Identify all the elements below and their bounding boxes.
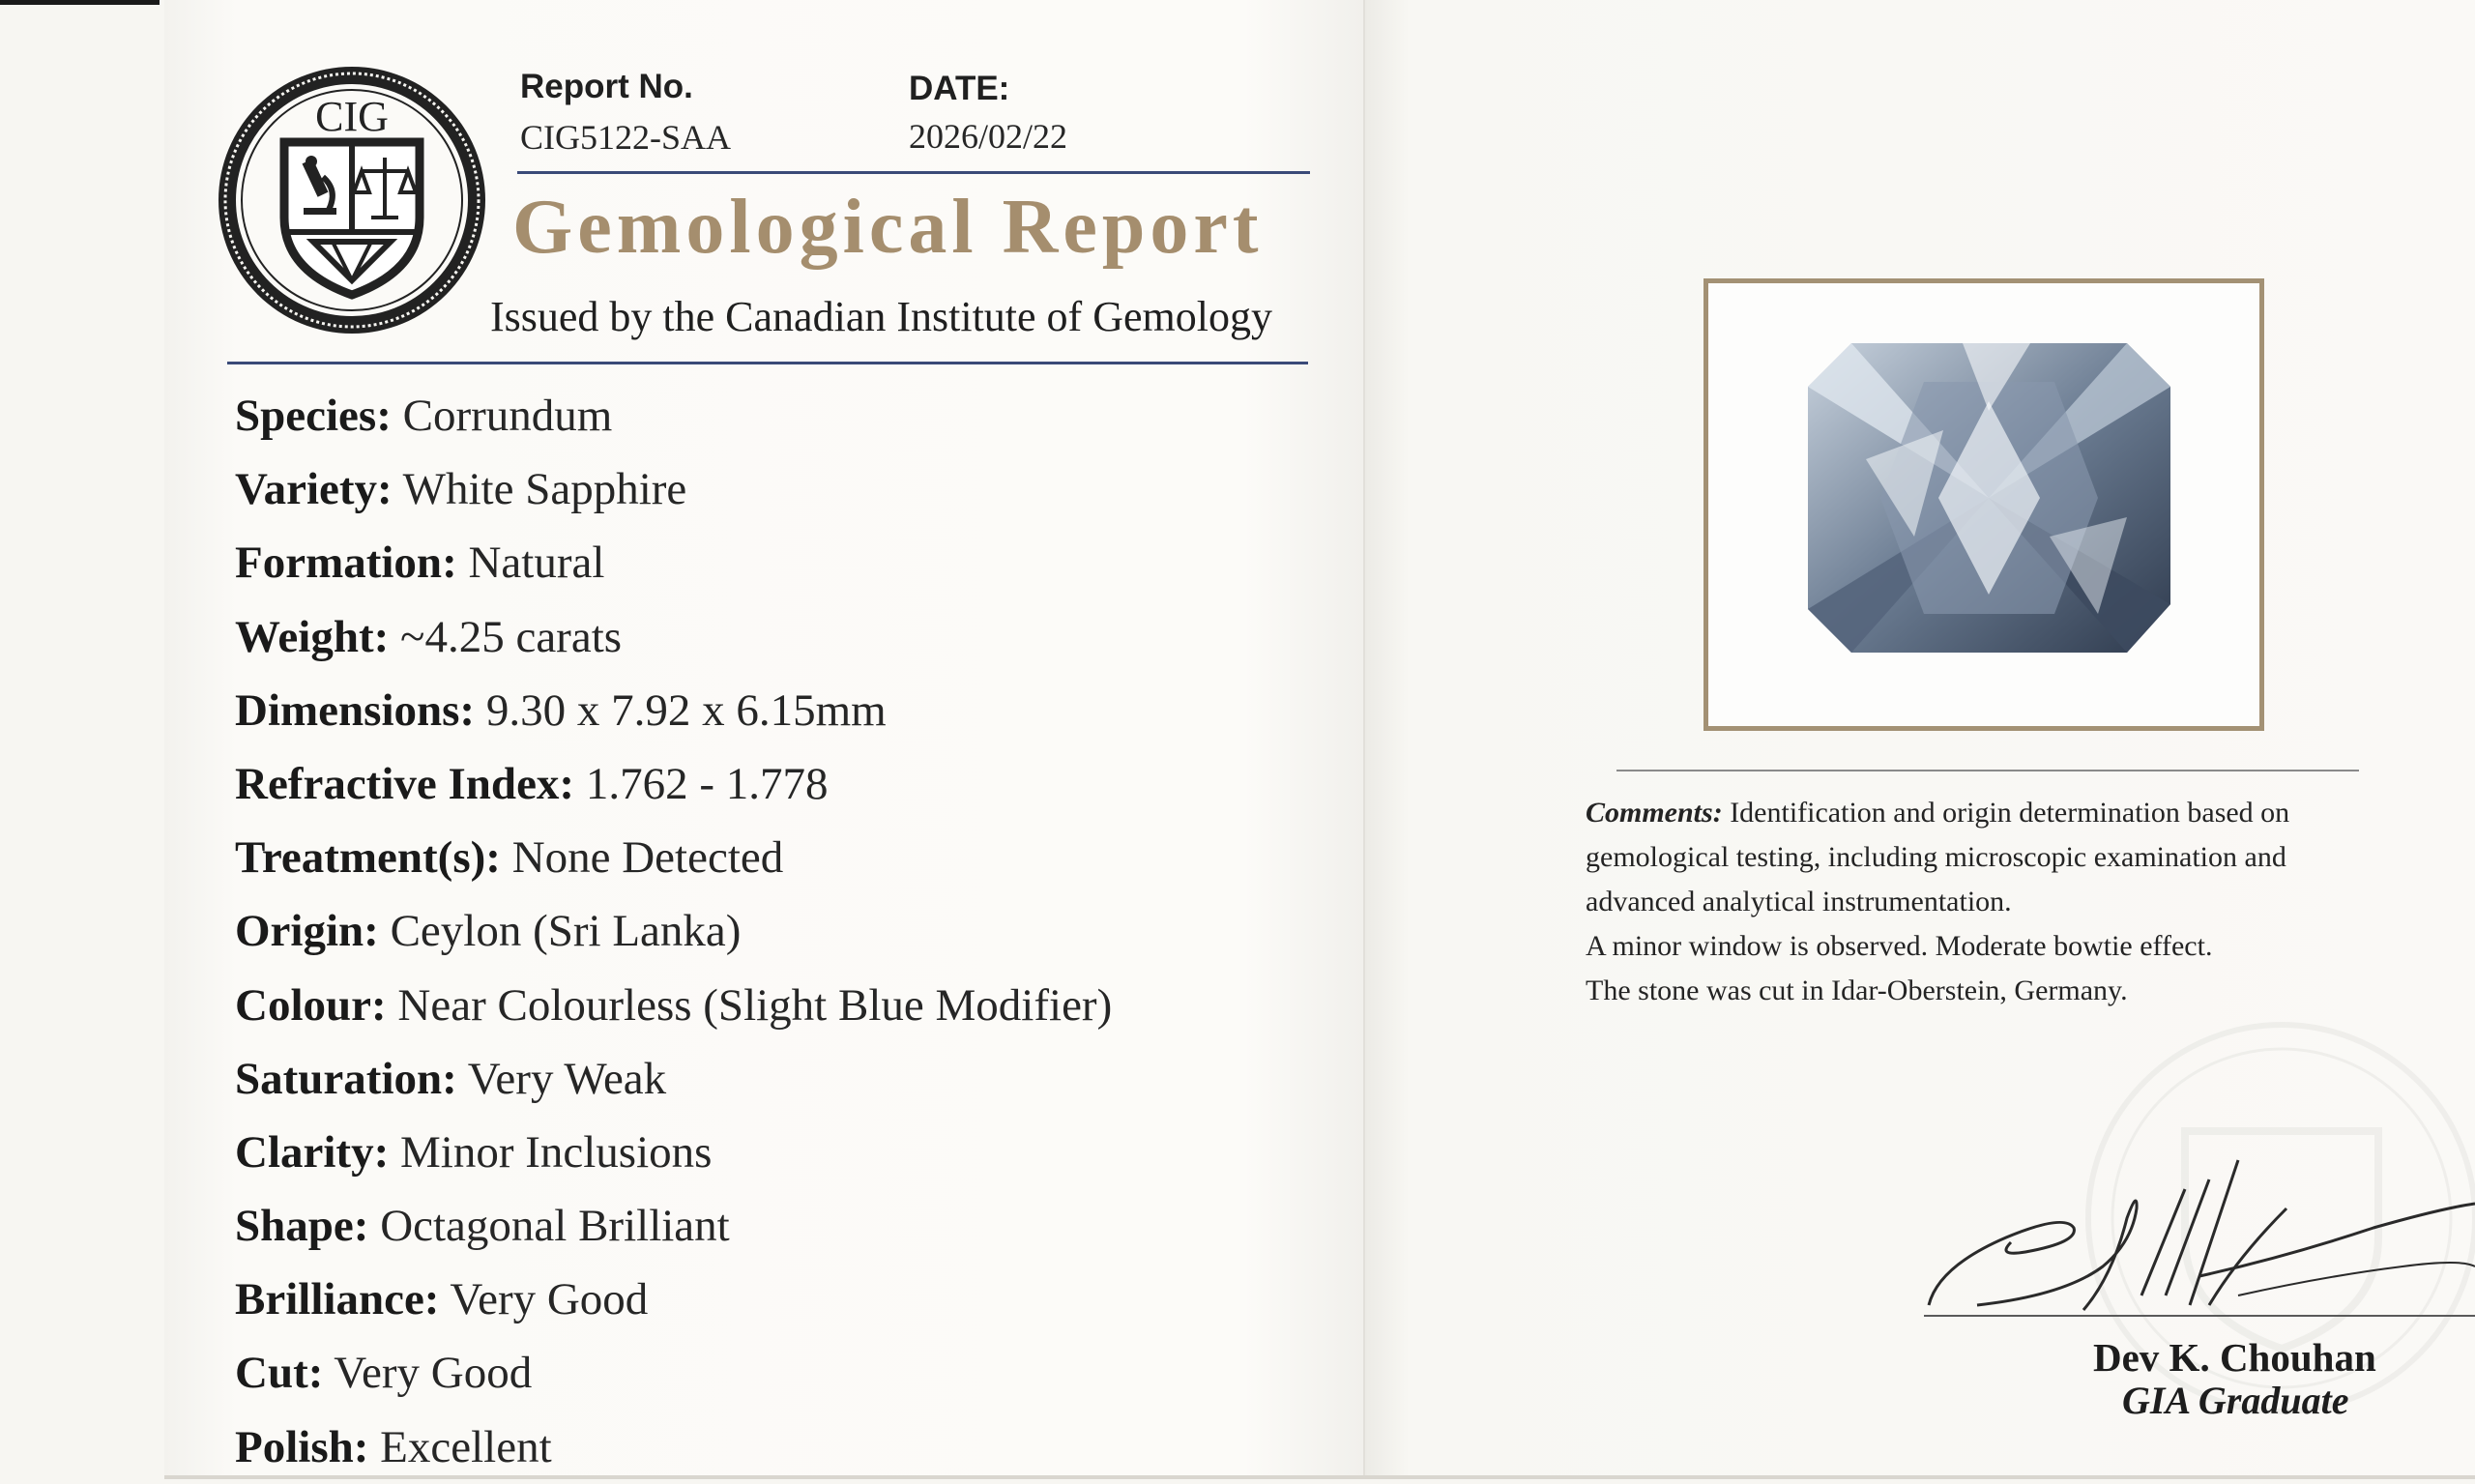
comments-line: advanced analytical instrumentation. [1586, 886, 2012, 917]
spec-species: Species: Corrundum [235, 391, 613, 441]
comments-line: The stone was cut in Idar-Oberstein, Germany. [1586, 975, 2128, 1006]
comments-line: Comments: Identification and origin determination based on [1586, 797, 2290, 829]
comments-block [1586, 791, 2359, 1013]
spec-treatments: Treatment(s): None Detected [235, 832, 784, 884]
spec-formation: Formation: Natural [235, 538, 605, 589]
spec-variety: Variety: White Sapphire [235, 464, 687, 515]
comments-line: gemological testing, including microscopic examination and [1586, 841, 2286, 873]
corner-tab [0, 0, 160, 5]
comments-label: Comments: [1586, 797, 1723, 829]
spec-saturation: Saturation: Very Weak [235, 1053, 667, 1104]
gemstone-image [1808, 343, 2170, 653]
stone-photo-frame [1703, 278, 2264, 731]
spec-cut: Cut: Very Good [235, 1348, 533, 1399]
comments-line: A minor window is observed. Moderate bowtie effect. [1586, 930, 2213, 962]
comments-rule [1616, 770, 2359, 771]
report-title: Gemological Report [512, 185, 1264, 270]
spec-shape: Shape: Octagonal Brilliant [235, 1201, 730, 1252]
spec-weight: Weight: ~4.25 carats [235, 611, 623, 662]
signature-rule [1924, 1315, 2475, 1317]
date-value: 2026/02/22 [909, 117, 1068, 156]
spec-brilliance: Brilliance: Very Good [235, 1274, 649, 1325]
spec-list [235, 379, 1347, 1484]
spec-colour: Colour: Near Colourless (Slight Blue Modifier) [235, 979, 1113, 1031]
spec-dimensions: Dimensions: 9.30 x 7.92 x 6.15mm [235, 684, 887, 736]
header-rule [517, 171, 1310, 174]
date-label: DATE: [909, 70, 1010, 107]
signature-image [1919, 1150, 2475, 1324]
signer-name: Dev K. Chouhan [2093, 1335, 2376, 1380]
subtitle-rule [227, 362, 1308, 364]
spec-origin: Origin: Ceylon (Sri Lanka) [235, 906, 742, 957]
report-number-label: Report No. [520, 68, 693, 105]
spec-clarity: Clarity: Minor Inclusions [235, 1126, 713, 1178]
signer-title: GIA Graduate [2122, 1379, 2349, 1422]
spec-polish: Polish: Excellent [235, 1421, 552, 1472]
cig-seal-logo [215, 63, 490, 338]
report-number-value: CIG5122-SAA [520, 118, 732, 157]
seal-text: CIG [315, 93, 389, 140]
spec-refractive-index: Refractive Index: 1.762 - 1.778 [235, 758, 829, 809]
report-subtitle: Issued by the Canadian Institute of Gemology [490, 293, 1272, 340]
